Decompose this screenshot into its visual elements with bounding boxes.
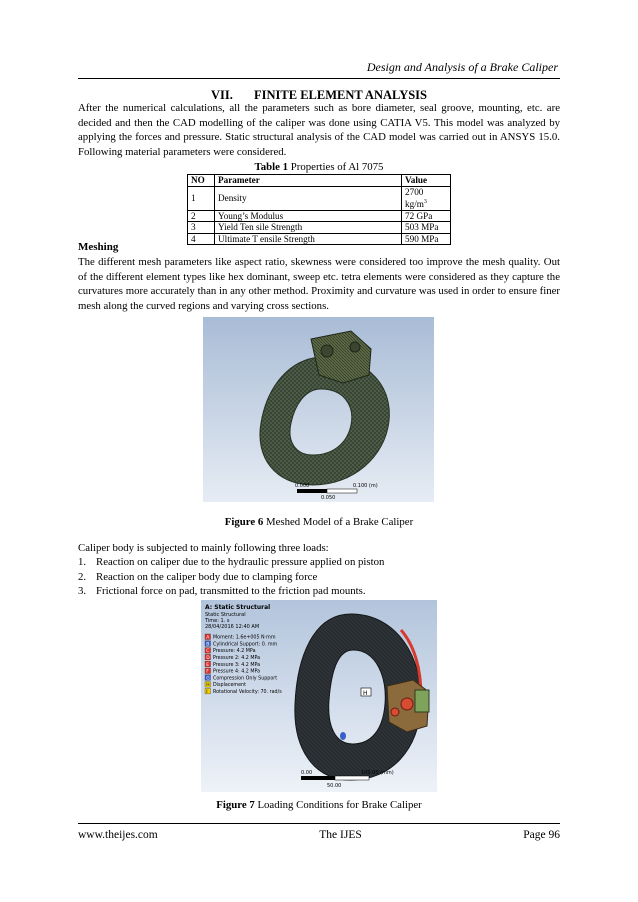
legend-label: Compression Only Support [213,676,278,682]
figure-6-meshed-model [203,317,434,502]
table-cell: 2 [188,210,215,222]
legend-key: B [206,642,210,648]
analysis-title: A: Static Structural [205,604,271,611]
analysis-line: Static Structural [205,612,246,618]
page-footer [78,829,560,841]
table-cell: 590 MPa [402,233,451,245]
list-item: 2. Reaction on the caliper body due to clamping force [78,570,318,583]
footer-rule [78,823,560,824]
figure-7-loading-conditions [201,600,437,792]
figure-caption-text: Meshed Model of a Brake Caliper [265,516,414,528]
section-title: FINITE ELEMENT ANALYSIS [254,88,427,102]
table-caption [78,161,560,173]
legend-key: H [206,683,210,689]
running-header: Design and Analysis of a Brake Caliper [366,60,558,74]
intro-paragraph: After the numerical calculations, all the parameters such as bore diameter, seal groove, mounting, etc. are decided and then the CAD modelling of the caliper was done using CATIA V5. This model was analyzed by applying the forces and pressure. Static structural analysis of the CAD model was carried out in ANSYS 15.0. Following material parameters were considered. [78,102,560,158]
list-item: 1. Reaction on caliper due to the hydraulic pressure applied on piston [78,556,385,568]
value-text: 2700 kg/m [405,186,424,210]
table-cell: 1 [188,186,215,210]
table-cell: Density [215,186,402,210]
scale-label-right: 100.00 (mm) [361,770,394,776]
callout-label: H [363,690,368,697]
table-cell: 72 GPa [402,210,451,222]
table-header-row [188,175,451,187]
table-header-cell: Parameter [215,175,402,187]
table-row [188,233,451,245]
legend-label: Displacement [213,683,246,689]
list-item: 3. Frictional force on pad, transmitted to the friction pad mounts. [78,585,366,598]
analysis-line: 28/04/2016 12:40 AM [205,624,260,630]
header-rule [78,78,560,79]
legend-label: Pressure: 4.2 MPa [213,649,256,655]
table-cell: 3 [188,222,215,234]
section-number: VII. [211,88,233,102]
legend-key: I [206,690,208,695]
legend-key: A [206,635,210,641]
scale-label-left: 0.000 [295,483,310,489]
legend-key: C [206,649,210,655]
superscript: 3 [423,199,427,205]
figure-label: Figure 6 [224,516,264,528]
table-header-cell: Value [402,175,451,187]
table-caption-text: Properties of Al 7075 [290,161,384,173]
legend-label: Cylindrical Support: 0. mm [213,642,278,648]
properties-table [187,174,451,245]
scale-label-right: 0.100 (m) [353,483,378,489]
table-cell: 4 [188,233,215,245]
footer-website: www.theijes.com [78,829,158,841]
table-row [188,222,451,234]
figure-6-caption [78,516,560,528]
table-label: Table 1 [254,161,289,173]
legend-key: E [206,662,210,668]
footer-journal: The IJES [319,829,362,841]
legend-key: D [206,656,210,661]
table-cell [402,186,451,210]
legend-key: F [206,669,209,675]
meshed-model-image [203,317,434,502]
loading-conditions-image [201,600,437,792]
scale-label-left: 0.00 [301,770,313,776]
table-cell: Yield Ten sile Strength [215,222,402,234]
legend-label: Pressure 4: 4.2 MPa [213,669,261,675]
scale-label-mid: 0.050 [321,495,336,501]
meshing-paragraph: The different mesh parameters like aspect ratio, skewness were considered too improve the mesh quality. Out of the different element types like hex dominant, sweep etc. tetra elements were considered as they capture the curvatures more accurately than in any other method. Proximity and curvature was used in order to ensure finer mesh along the curved regions and varying cross sections. [78,256,560,312]
loads-list [78,555,384,599]
table-header-cell: NO [188,175,215,187]
table-cell: 503 MPa [402,222,451,234]
table-row [188,210,451,222]
meshing-heading: Meshing [78,241,119,253]
analysis-line: Time: 1. s [205,618,230,624]
legend-key: G [206,676,210,682]
legend-label: Pressure 3: 4.2 MPa [213,662,261,668]
table-cell: Young’s Modulus [215,210,402,222]
figure-7-caption [78,799,560,811]
figure-caption-text: Loading Conditions for Brake Caliper [257,799,422,811]
scale-label-mid: 50.00 [327,783,342,789]
loads-intro-paragraph: Caliper body is subjected to mainly following three loads: [78,542,329,554]
legend-label: Pressure 2: 4.2 MPa [213,656,261,661]
legend-label: Rotational Velocity: 70. rad/s [213,690,282,695]
table-cell: Ultimate T ensile Strength [215,233,402,245]
figure-label: Figure 7 [216,799,255,811]
footer-page-number: Page 96 [523,829,560,841]
legend-label: Moment: 1.6e+005 N·mm [213,635,276,641]
table-row [188,186,451,210]
